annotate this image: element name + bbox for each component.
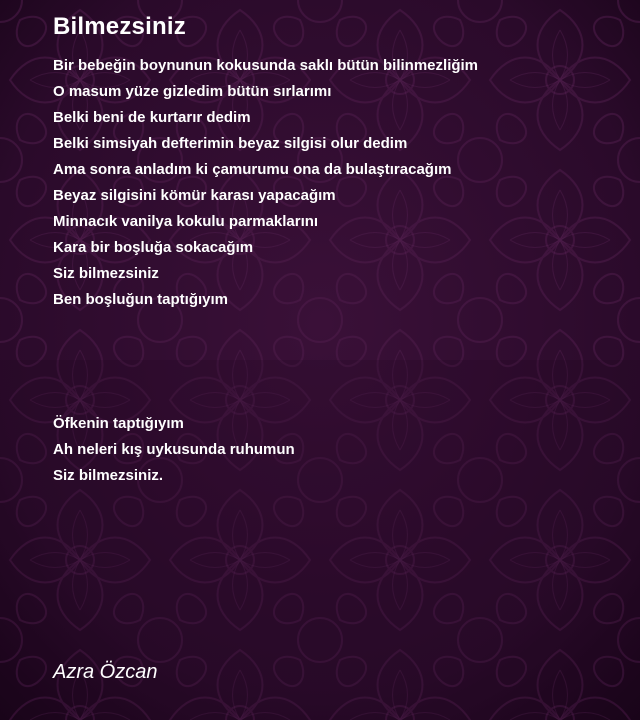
poem-line: Belki beni de kurtarır dedim — [53, 109, 251, 126]
poem-line: Öfkenin taptığıyım — [53, 415, 184, 432]
poem-line: Minnacık vanilya kokulu parmaklarını — [53, 213, 319, 230]
poem-stanza-2 — [53, 411, 295, 489]
poem-line: Kara bir boşluğa sokacağım — [53, 239, 254, 256]
poem-author: Azra Özcan — [53, 661, 158, 683]
poem-line: Ah neleri kış uykusunda ruhumun — [53, 441, 295, 458]
poem-line: Bir bebeğin boynunun kokusunda saklı bütün bilinmezliğim — [53, 57, 479, 74]
poem-line: Siz bilmezsiniz. — [53, 467, 164, 484]
poem-stanza-1 — [53, 53, 478, 313]
poem-line: Ben boşluğun taptığıyım — [53, 291, 228, 308]
poem-title: Bilmezsiniz — [53, 13, 186, 40]
poem-line: O masum yüze gizledim bütün sırlarımı — [53, 83, 332, 100]
poem-line: Siz bilmezsiniz — [53, 265, 159, 282]
poem-line: Ama sonra anladım ki çamurumu ona da bulaştıracağım — [53, 161, 452, 178]
poem-line: Belki simsiyah defterimin beyaz silgisi olur dedim — [53, 135, 408, 152]
poem-line: Beyaz silgisini kömür karası yapacağım — [53, 187, 336, 204]
